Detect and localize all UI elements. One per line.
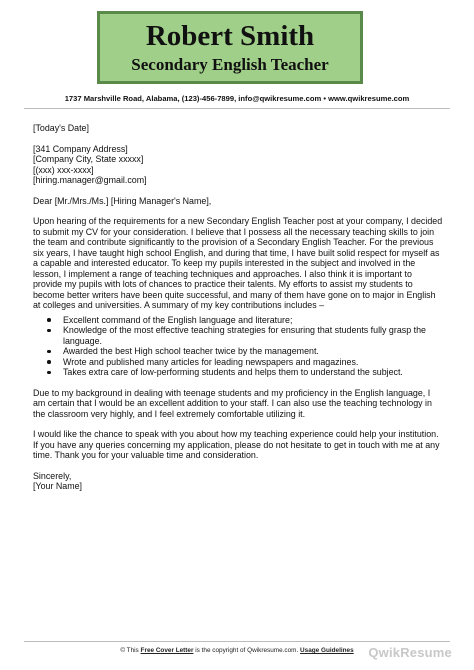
list-item: Knowledge of the most effective teaching strategies for ensuring that students fully grasp the language.: [33, 325, 443, 346]
list-item: Wrote and published many articles for leading newspapers and magazines.: [33, 357, 443, 368]
usage-guidelines-link[interactable]: Usage Guidelines: [300, 647, 354, 654]
header-banner: [97, 11, 363, 84]
address-line: [(xxx) xxx-xxxx]: [33, 164, 94, 175]
divider-top: [24, 108, 450, 109]
letter-body: [33, 123, 443, 492]
paragraph-closing: I would like the chance to speak with you about how my teaching experience could help your institution. If you have any queries concerning my application, please do not hesitate to get in touch with me at any time. Thank you for your valuable time and consideration.: [33, 429, 440, 460]
footer-prefix: © This: [120, 647, 139, 654]
contact-line: 1737 Marshville Road, Alabama, (123)-456-7899, info@qwikresume.com • www.qwikresume.com: [64, 94, 410, 103]
closing: Sincerely,: [33, 470, 72, 481]
address-line: [Company City, State xxxxx]: [33, 154, 144, 164]
address-line: [341 Company Address]: [33, 143, 128, 154]
letter-date: [Today's Date]: [33, 123, 89, 133]
paragraph-background: Due to my background in dealing with teenage students and my proficiency in the English language, I am certain that I would be an excellent addition to your staff. I can also use the teaching technology in the classroom very highly, and I feel extremely comfortable utilizing it.: [33, 387, 432, 419]
list-item: Awarded the best High school teacher twice by the management.: [33, 346, 443, 357]
footer-middle: is the copyright of Qwikresume.com.: [195, 647, 299, 654]
job-title: Secondary English Teacher: [131, 54, 329, 74]
address-line: [hiring.manager@gmail.com]: [33, 175, 147, 185]
signature: [Your Name]: [33, 481, 83, 491]
brand-logo: QwikResume: [368, 645, 452, 660]
free-cover-letter-link[interactable]: Free Cover Letter: [140, 647, 194, 654]
salutation: Dear [Mr./Mrs./Ms.] [Hiring Manager's Name],: [33, 195, 212, 206]
list-item: Excellent command of the English language and literature;: [33, 315, 443, 326]
list-item: Takes extra care of low-performing students and helps them to understand the subject.: [33, 367, 443, 378]
divider-bottom: [24, 641, 450, 642]
paragraph-intro: Upon hearing of the requirements for a new Secondary English Teacher post at your company, I decided to submit my CV for your consideration. I believe that I possess all the necessary teaching skills to join the team and contribute significantly to the provision of a Secondary English Teacher. For the previous six years, I have taught high school English, and during that time, I have built solid respect for myself as a capable and interested educator. To keep my pupils interested in the subject and involved in the lesson, I implement a range of teaching techniques and approaches. I also think it is important to provide my pupils with lots of chances to practice their talents. My efforts to assist my students to become better writers have been quite successful, and many of them have gone on to major in English at colleges and universities. A summary of my key contributions includes –: [33, 216, 443, 310]
contributions-list: [33, 315, 443, 378]
applicant-name: Robert Smith: [145, 19, 315, 52]
